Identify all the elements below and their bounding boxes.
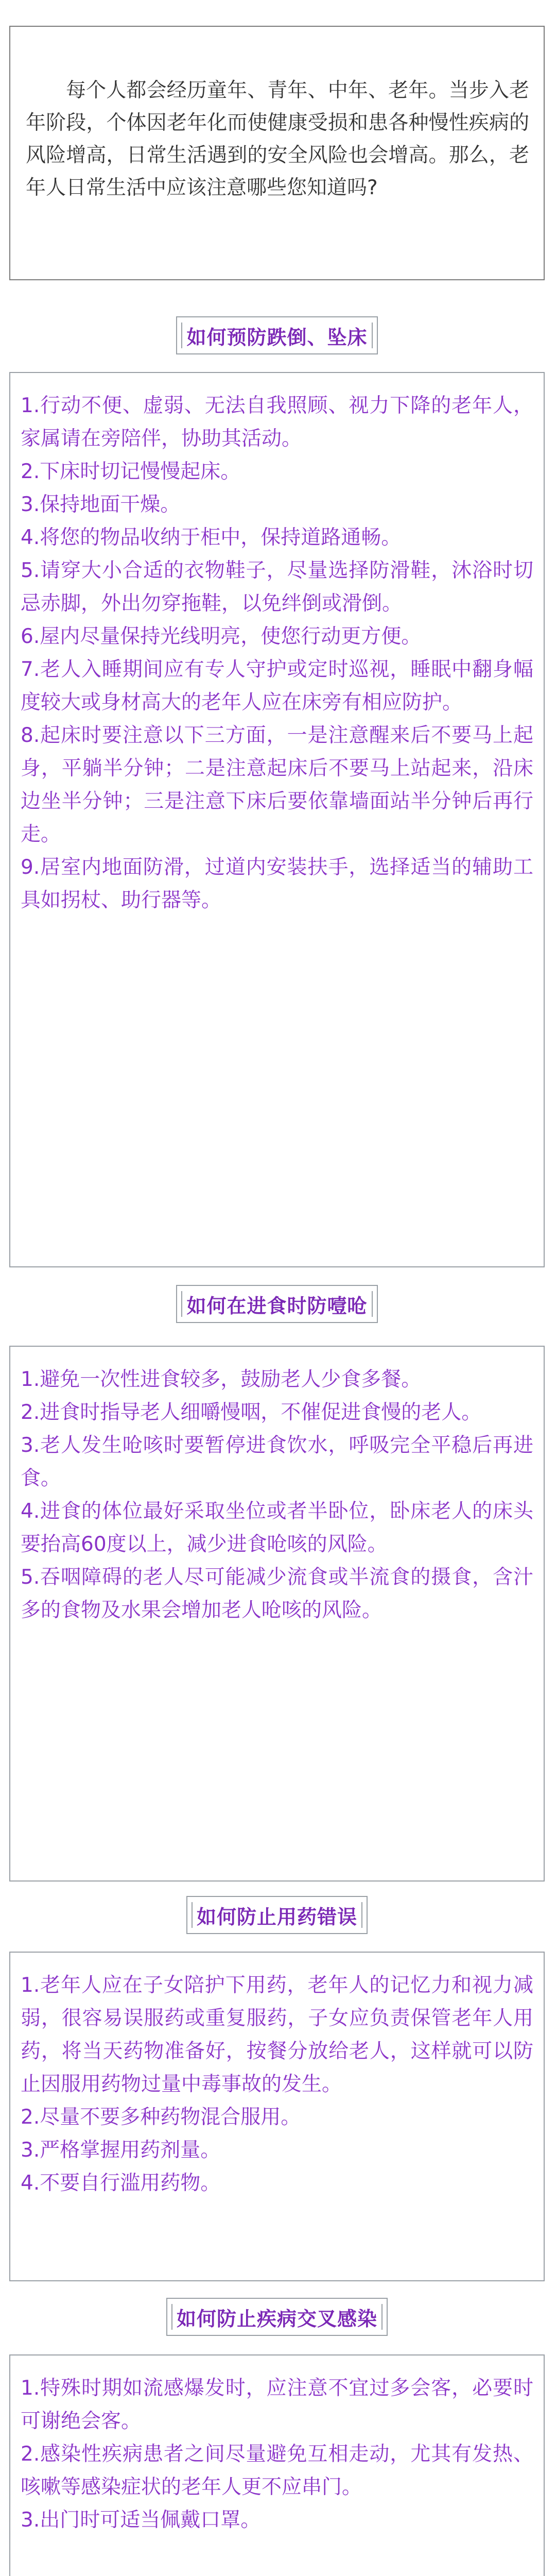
list-item: 6.屋内尽量保持光线明亮，使您行动更方便。 bbox=[21, 625, 422, 648]
section-content bbox=[9, 1952, 545, 2281]
list-item: 5.吞咽障碍的老人尽可能减少流食或半流食的摄食，含汁多的食物及水果会增加老人呛咳的风险。 bbox=[21, 1566, 533, 1622]
section-header bbox=[176, 316, 377, 354]
section-content bbox=[9, 1346, 545, 1882]
list-item: 5.请穿大小合适的衣物鞋子，尽量选择防滑鞋，沐浴时切忌赤脚，外出勿穿拖鞋，以免绊倒或滑倒。 bbox=[21, 559, 533, 615]
list-item: 3.老人发生呛咳时要暂停进食饮水，呼吸完全平稳后再进食。 bbox=[21, 1434, 533, 1490]
list-item: 4.将您的物品收纳于柜中，保持道路通畅。 bbox=[21, 526, 402, 549]
list-item: 4.不要自行滥用药物。 bbox=[21, 2172, 221, 2195]
section-content bbox=[9, 372, 545, 1267]
list-item: 4.进食的体位最好采取坐位或者半卧位，卧床老人的床头要抬高60度以上，减少进食呛咳的风险。 bbox=[21, 1500, 533, 1556]
section-title: 如何预防跌倒、坠床 bbox=[186, 326, 368, 349]
list-item: 3.出门时可适当佩戴口罩。 bbox=[21, 2509, 261, 2532]
list-item: 2.感染性疾病患者之间尽量避免互相走动，尤其有发热、咳嗽等感染症状的老年人更不应串门。 bbox=[21, 2443, 533, 2499]
section-header-wrap bbox=[164, 1284, 390, 1324]
list-item: 8.起床时要注意以下三方面，一是注意醒来后不要马上起身，平躺半分钟；二是注意起床后不要马上站起来，沿床边坐半分钟；三是注意下床后要依靠墙面站半分钟后再行走。 bbox=[21, 724, 533, 846]
list-item: 1.避免一次性进食较多，鼓励老人少食多餐。 bbox=[21, 1368, 422, 1391]
list-item: 7.老人入睡期间应有专人守护或定时巡视，睡眠中翻身幅度较大或身材高大的老年人应在床旁有相应防护。 bbox=[21, 658, 533, 714]
list-item: 9.居室内地面防滑，过道内安装扶手，选择适当的辅助工具如拐杖、助行器等。 bbox=[21, 856, 533, 912]
list-item: 1.特殊时期如流感爆发时，应注意不宜过多会客，必要时可谢绝会客。 bbox=[21, 2377, 533, 2433]
list-item: 2.下床时切记慢慢起床。 bbox=[21, 460, 241, 483]
list-item: 1.老年人应在子女陪护下用药，老年人的记忆力和视力减弱，很容易误服药或重复服药，子女应负责保管老年人用药，将当天药物准备好，按餐分放给老人，这样就可以防止因服用药物过量中毒事故的发生。 bbox=[21, 1974, 533, 2096]
section-title: 如何在进食时防噎呛 bbox=[186, 1294, 368, 1317]
section-header-wrap bbox=[164, 2297, 390, 2337]
section-header-wrap bbox=[164, 1895, 390, 1935]
list-item: 3.严格掌握用药剂量。 bbox=[21, 2139, 221, 2162]
section-content bbox=[9, 2354, 545, 2576]
section-header bbox=[176, 1285, 377, 1323]
section-header bbox=[166, 2298, 388, 2336]
list-item: 3.保持地面干燥。 bbox=[21, 493, 181, 516]
intro-text: 每个人都会经历童年、青年、中年、老年。当步入老年阶段，个体因老年化而使健康受损和患各种慢性疾病的风险增高，日常生活遇到的安全风险也会增高。那么，老年人日常生活中应该注意哪些您知道吗? bbox=[26, 79, 529, 199]
section-header bbox=[186, 1896, 368, 1934]
section-title: 如何防止用药错误 bbox=[196, 1905, 357, 1928]
section-title: 如何防止疾病交叉感染 bbox=[176, 2307, 377, 2330]
list-item: 1.行动不便、虚弱、无法自我照顾、视力下降的老年人，家属请在旁陪伴，协助其活动。 bbox=[21, 394, 533, 450]
intro-box bbox=[9, 26, 545, 280]
list-item: 2.进食时指导老人细嚼慢咽，不催促进食慢的老人。 bbox=[21, 1401, 482, 1424]
list-item: 2.尽量不要多种药物混合服用。 bbox=[21, 2106, 301, 2129]
section-header-wrap bbox=[164, 315, 390, 355]
